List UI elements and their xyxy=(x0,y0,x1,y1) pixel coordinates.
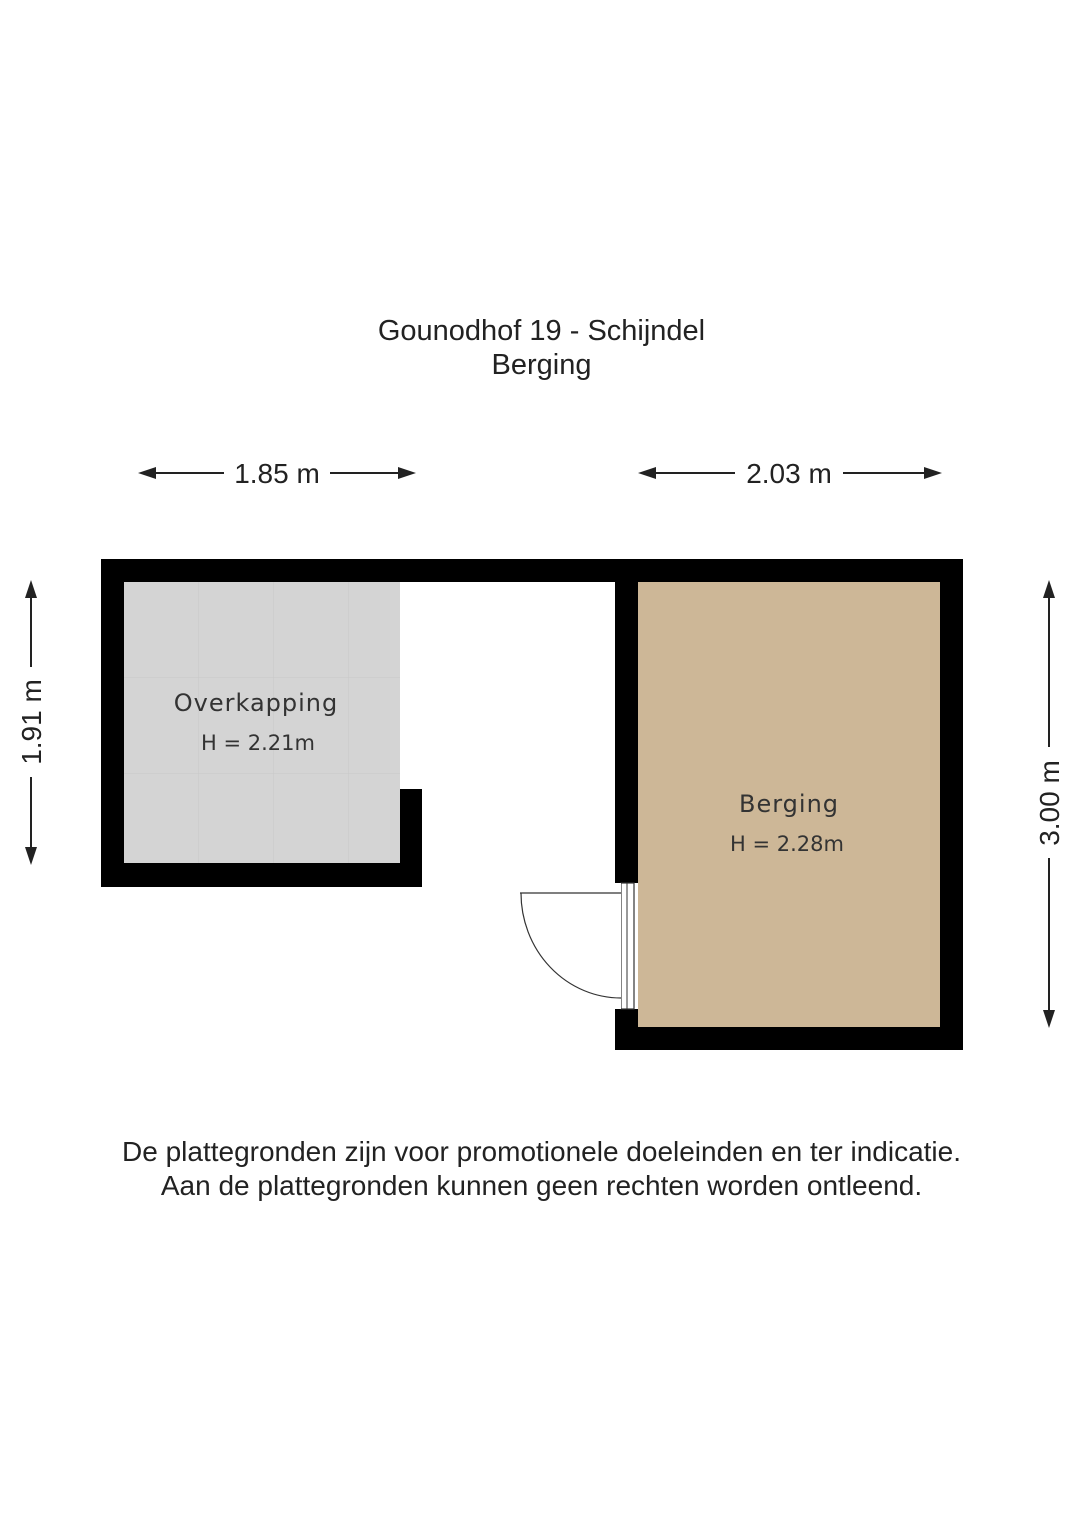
dimension-label-right: 3.00 m xyxy=(1034,760,1065,846)
overkapping-floor xyxy=(124,582,400,863)
disclaimer-line-1: De plattegronden zijn voor promotionele doeleinden en ter indicatie. xyxy=(122,1136,961,1167)
address-label: Gounodhof 19 - Schijndel xyxy=(377,315,706,347)
room-name-overkapping: Overkapping xyxy=(173,689,339,717)
floor-label: Berging xyxy=(491,349,592,381)
door-icon xyxy=(520,883,634,1009)
disclaimer xyxy=(0,1135,1080,1203)
dimension-label-top-left: 1.85 m xyxy=(234,458,320,489)
room-height-overkapping: H = 2.21m xyxy=(201,731,315,755)
dimension-label-top-right: 2.03 m xyxy=(746,458,832,489)
room-height-berging: H = 2.28m xyxy=(730,832,844,856)
dimension-label-left: 1.91 m xyxy=(16,679,47,765)
room-name-berging: Berging xyxy=(738,790,840,818)
disclaimer-line-2: Aan de plattegronden kunnen geen rechten worden ontleend. xyxy=(160,1170,923,1201)
